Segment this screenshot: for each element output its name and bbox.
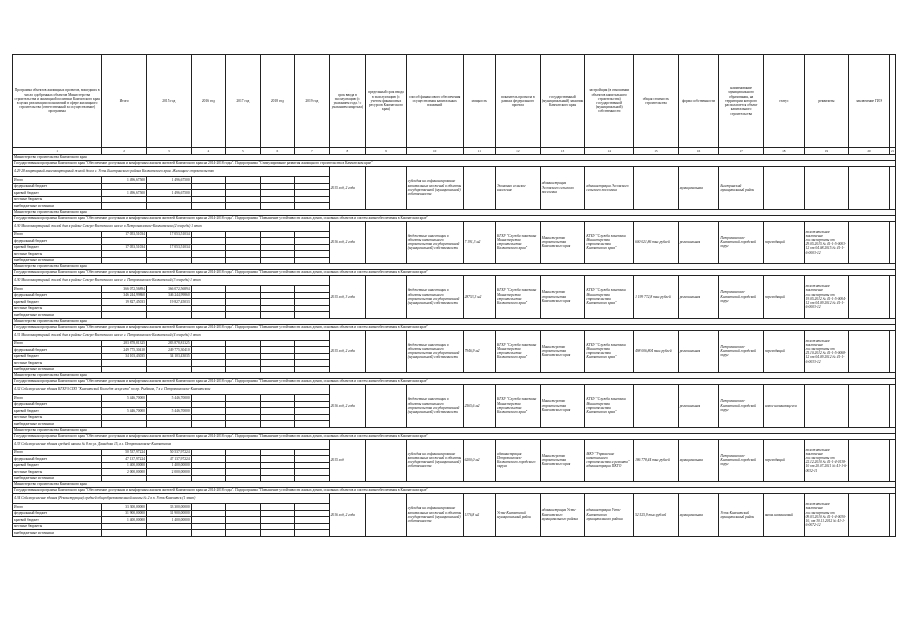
- object-title-row: [13, 221, 896, 231]
- program-name: Государственная программа Камчатского края "Обеспечение доступным и комфортным жильем жителей Камчатского края на 2014-2018 годы". Подпрограмма "Повышение устойчивости жилых домов, основных объектов и систем жизнеобеспечения в Камчатском крае": [13, 270, 896, 276]
- customer-cell: администрация Эссовского сельского поселения: [540, 167, 585, 210]
- details-cell: положительное заключение гос.экспертизы от 25.10.2012 № 41-1-5-0068-12 от 04.09.2012 № 41-1-6-0033-12: [804, 330, 849, 373]
- cost-cell: 1 199 772,8 тыс.рублей: [634, 276, 679, 319]
- funding-source-label: Итого: [13, 395, 102, 402]
- column-number: 21: [890, 148, 895, 153]
- deadline-cell: 2015 год: [329, 439, 366, 482]
- funding-total: 1 496,67500: [102, 190, 147, 197]
- column-header: мощность: [463, 55, 495, 148]
- column-number: 13: [540, 148, 585, 155]
- funding-total: 249 775,30410: [102, 347, 147, 354]
- column-number-row: [13, 148, 896, 155]
- column-number: 6: [260, 148, 295, 155]
- funding-2015: 283 878,81325: [146, 340, 191, 347]
- municipality-cell: Быстринский муниципальный район: [719, 167, 764, 210]
- funding-source-label: внебюджетные источники: [13, 530, 102, 537]
- capacity-cell: 7 191,3 м2: [463, 221, 495, 264]
- column-number: 11: [463, 148, 495, 155]
- customer-cell: Министерство строительства Камчатского края: [540, 439, 585, 482]
- ownership-cell: муниципальная: [678, 494, 719, 537]
- column-header: государственный (муниципальный) заказчик Камчатского края: [540, 55, 585, 148]
- object-title-row: [13, 167, 896, 177]
- funding-total: 17 053,51034: [102, 231, 147, 238]
- funding-source-label: Итого: [13, 340, 102, 347]
- spacer-cell: [889, 439, 895, 482]
- cost-cell: 600 021,86 тыс.рублей: [634, 221, 679, 264]
- ministry-name: Министерство строительства Камчатского края: [13, 155, 896, 161]
- customer-cell: Министерство строительства Камчатского края: [540, 385, 585, 428]
- indicator-cell: Усть-Камчатский муниципальный район: [496, 494, 541, 537]
- developer-cell: администрация Эссовского сельского поселения: [585, 167, 634, 210]
- column-number: 7: [295, 148, 330, 155]
- ownership-cell: региональная: [678, 385, 719, 428]
- column-header: срок ввода в эксплуатацию (с указанием года / с указанием квартала): [329, 55, 366, 148]
- column-header: форма собственности: [678, 55, 719, 148]
- column-header: 2016 год: [191, 55, 226, 148]
- gie-cell: [849, 221, 890, 264]
- municipality-cell: Петропавловск-Камчатский городской округ: [719, 330, 764, 373]
- gie-cell: [849, 167, 890, 210]
- deadline-cell: 2016 год, 2 года: [329, 385, 366, 428]
- column-number: 19: [804, 148, 849, 155]
- funding-source-label: внебюджетные источники: [13, 475, 102, 482]
- program-name: Государственная программа Камчатского края "Обеспечение доступным и комфортным жильем жителей Камчатского края на 2014-2018 годы". Подпрограмма "Повышение устойчивости жилых домов, основных объектов и систем жизнеобеспечения в Камчатском крае": [13, 379, 896, 385]
- funding-source-label: местные бюджеты: [13, 469, 102, 476]
- funding-year-empty: [260, 530, 295, 537]
- funding-total: 366 072,56894: [102, 286, 147, 293]
- column-number: 14: [585, 148, 634, 155]
- funding-source-label: федеральный бюджет: [13, 238, 102, 245]
- funding-2015: 5 446,70000: [146, 408, 191, 415]
- financing-cell: субсидия на софинансирование капитальных вложений в объекты государственной (муниципальной) собственности: [406, 167, 463, 210]
- funding-source-label: местные бюджеты: [13, 251, 102, 258]
- funding-2015: 19 827,45033: [146, 299, 191, 306]
- deadline-cell: 2015 год, 2 года: [329, 167, 366, 210]
- column-header: предельный срок ввода в эксплуатацию (с учетом финансовых ресурсов Камчатского края): [366, 55, 407, 148]
- status-cell: переходящий: [763, 221, 804, 264]
- funding-2015: 17 053,51034: [146, 244, 191, 251]
- spacer-cell: [889, 221, 895, 264]
- ministry-name: Министерство строительства Камчатского края: [13, 264, 896, 270]
- funding-year-empty: [295, 530, 330, 537]
- deadline-cell: 2016 год, 2 года: [329, 221, 366, 264]
- funding-total: 34 103,43035: [102, 353, 147, 360]
- indicator-cell: КГБУ "Служба заказчика Министерства строительства Камчатского края": [496, 385, 541, 428]
- municipality-cell: Петропавловск-Камчатский городской округ: [719, 221, 764, 264]
- financing-cell: субсидия на софинансирование капитальных вложений в объекты государственной (муниципальной) собственности: [406, 494, 463, 537]
- column-number: 8: [329, 148, 366, 155]
- column-header: 2017 год: [226, 55, 261, 148]
- status-cell: новое начинающееся: [763, 385, 804, 428]
- document-page: [12, 54, 896, 537]
- column-header: 2019 год: [295, 55, 330, 148]
- object-title: 4.33 Сейсмоусиление здания средней школы № 8 по ул. Давыдова 15, в г. Петропавловске-Камчатском: [13, 439, 330, 449]
- gie-cell: [849, 276, 890, 319]
- funding-year-empty: [226, 530, 261, 537]
- column-number: 16: [678, 148, 719, 155]
- funding-total: 33 300,00000: [102, 504, 147, 511]
- column-number: 1: [13, 148, 102, 155]
- funding-source-label: краевой бюджет: [13, 353, 102, 360]
- cost-cell: [634, 167, 679, 210]
- funding-source-label: федеральный бюджет: [13, 510, 102, 517]
- customer-cell: Министерство строительства Камчатского края: [540, 221, 585, 264]
- spacer-cell: [889, 330, 895, 373]
- customer-cell: Министерство строительства Камчатского края: [540, 330, 585, 373]
- capacity-cell: 2565,6 м2: [463, 385, 495, 428]
- ministry-name: Министерство строительства Камчатского края: [13, 318, 896, 324]
- funding-source-label: внебюджетные источники: [13, 421, 102, 428]
- column-number: 9: [366, 148, 407, 155]
- indicator-cell: Экономно сельское население: [496, 167, 541, 210]
- funding-2015: 33 300,00000: [146, 504, 191, 511]
- funding-2015: 2 000,00000: [146, 469, 191, 476]
- ownership-cell: региональная: [678, 276, 719, 319]
- funding-source-label: краевой бюджет: [13, 190, 102, 197]
- column-header: статус: [763, 55, 804, 148]
- funding-2015: 1 400,00000: [146, 462, 191, 469]
- object-title: 4.30 Многоквартирный жилой дом в районе Северо-Восточного шоссе в Петропавловске-Камчатском (2 очередь) 1 этап: [13, 221, 330, 231]
- funding-2015: 346 244,99860: [146, 292, 191, 299]
- column-number: 17: [719, 148, 764, 155]
- funding-2015: 1 400,00000: [146, 517, 191, 524]
- funding-source-label: краевой бюджет: [13, 462, 102, 469]
- funding-source-label: федеральный бюджет: [13, 347, 102, 354]
- column-number: 2: [102, 148, 147, 155]
- capacity-cell: 28753,3 м2: [463, 276, 495, 319]
- funding-source-label: Итого: [13, 231, 102, 238]
- details-cell: положительное заключение гос.экспертизы от 22.12.2010 № 41-1-4-0138-10 от 20.07.2011 № 41-1-6-0032-11: [804, 439, 849, 482]
- limit-cell: [366, 221, 407, 264]
- spacer-cell: [889, 494, 895, 537]
- funding-total: 50 537,97224: [102, 449, 147, 456]
- spacer-cell: [889, 276, 895, 319]
- funding-total: 19 827,45033: [102, 299, 147, 306]
- details-cell: [804, 385, 849, 428]
- municipality-cell: Петропавловск-Камчатский городской округ: [719, 439, 764, 482]
- funding-2015: 1 496,67500: [146, 190, 191, 197]
- ownership-cell: муниципальная: [678, 439, 719, 482]
- developer-cell: КГБУ "Служба заказчика Министерства строительства Камчатского края": [585, 330, 634, 373]
- financing-cell: субсидия на софинансирование капитальных вложений в объекты государственной (муниципальной) собственности: [406, 439, 463, 482]
- developer-cell: КГБУ "Служба заказчика Министерства строительства Камчатского края": [585, 385, 634, 428]
- limit-cell: [366, 276, 407, 319]
- funding-source-label: местные бюджеты: [13, 414, 102, 421]
- column-header: Итого: [102, 55, 147, 148]
- cost-cell: 186 778,44 тыс.рублей: [634, 439, 679, 482]
- cost-cell: 52 525,9 тыс.рублей: [634, 494, 679, 537]
- gie-cell: [849, 494, 890, 537]
- column-number: 10: [406, 148, 463, 155]
- funding-source-label: внебюджетные источники: [13, 203, 102, 210]
- funding-total: 346 244,99860: [102, 292, 147, 299]
- funding-total: 47 137,97224: [102, 456, 147, 463]
- funding-source-label: краевой бюджет: [13, 299, 102, 306]
- financing-cell: бюджетные инвестиции в объекты капитального строительства государственной (муниципальной) собственности: [406, 221, 463, 264]
- ministry-name: Министерство строительства Камчатского края: [13, 209, 896, 215]
- indicator-cell: КГБУ "Служба заказчика Министерства строительства Камчатского края": [496, 330, 541, 373]
- funding-source-label: Итого: [13, 504, 102, 511]
- funding-source-label: краевой бюджет: [13, 517, 102, 524]
- municipality-cell: Усть-Камчатский муниципальный район: [719, 494, 764, 537]
- program-name: Государственная программа Камчатского края "Обеспечение доступным и комфортным жильем жителей Камчатского края на 2014-2018 годы". Подпрограмма "Повышение устойчивости жилых домов, основных объектов и систем жизнеобеспечения в Камчатском крае": [13, 324, 896, 330]
- column-number: 12: [496, 148, 541, 155]
- funding-source-label: Итого: [13, 449, 102, 456]
- object-title-row: [13, 276, 896, 286]
- column-header: Программа объектов жилищных проектов, вошедших в число одобренных объектов Министерства строительства и жилищной политики Камчатского края в целях реализации полномочий в сфере жилищного строительства (ответственный за осуществление) программы: [13, 55, 102, 148]
- object-title-row: [13, 494, 896, 504]
- funding-total: 1 496,67500: [102, 177, 147, 184]
- funding-2015: 50 537,97224: [146, 449, 191, 456]
- ministry-name: Министерство строительства Камчатского края: [13, 482, 896, 488]
- funding-source-label: внебюджетные источники: [13, 312, 102, 319]
- funding-total: 31 900,00000: [102, 510, 147, 517]
- limit-cell: [366, 167, 407, 210]
- table-body: [13, 155, 896, 537]
- funding-total: 5 446,70000: [102, 395, 147, 402]
- column-number: 20: [849, 148, 890, 155]
- column-header: застройщик (в отношении объектов капитального строительства) государственной (муниципальной) собственности: [585, 55, 634, 148]
- capacity-cell: 7946,9 м2: [463, 330, 495, 373]
- limit-cell: [366, 385, 407, 428]
- column-header: способ финансового обеспечения осуществления капитальных вложений: [406, 55, 463, 148]
- funding-total: 2 000,00000: [102, 469, 147, 476]
- financing-cell: бюджетные инвестиции в объекты капитального строительства государственной (муниципальной) собственности: [406, 330, 463, 373]
- financing-cell: бюджетные инвестиции в объекты капитального строительства государственной (муниципальной) собственности: [406, 276, 463, 319]
- funding-source-label: местные бюджеты: [13, 523, 102, 530]
- ownership-cell: муниципальная: [678, 167, 719, 210]
- funding-2015: 249 775,30410: [146, 347, 191, 354]
- column-header: реквизиты: [804, 55, 849, 148]
- details-cell: положительное заключение гос.экспертизы от 09.03.2010 № 41-1-4-0030-10, от 30.11.2012 № 41-1-6-0072-12: [804, 494, 849, 537]
- object-title: 4.30 Многоквартирный жилой дом в районе Северо-Восточного шоссе г. Петропавловск-Камчатский (3 очередь) 1 этап: [13, 276, 330, 286]
- funding-2015: [146, 530, 191, 537]
- funding-total: 1 400,00000: [102, 462, 147, 469]
- indicator-cell: КГБУ "Служба заказчика Министерства строительства Камчатского края": [496, 221, 541, 264]
- spacer-cell: [889, 385, 895, 428]
- funding-source-label: местные бюджеты: [13, 196, 102, 203]
- ownership-cell: региональная: [678, 330, 719, 373]
- details-cell: положительное заключение гос.экспертизы от 19.05.2012 № 41-1-5-0004-12 от 04.09.2012 № 41-1-6-0003-12: [804, 276, 849, 319]
- funding-source-label: федеральный бюджет: [13, 292, 102, 299]
- municipality-cell: Петропавловск-Камчатский городской округ: [719, 276, 764, 319]
- cost-cell: [634, 385, 679, 428]
- customer-cell: администрация Усть-Камчатского муниципального района: [540, 494, 585, 537]
- funding-total: 5 446,70000: [102, 408, 147, 415]
- financing-cell: бюджетные инвестиции в объекты капитального строительства государственной (муниципальной) собственности: [406, 385, 463, 428]
- column-number: 3: [146, 148, 191, 155]
- cost-cell: 498 006,804 тыс.рублей: [634, 330, 679, 373]
- program-name: Государственная программа Камчатского края "Обеспечение доступным и комфортным жильем жителей Камчатского края на 2014-2018 годы". Подпрограмма "Повышение устойчивости жилых домов, основных объектов и систем жизнеобеспечения в Камчатском крае": [13, 215, 896, 221]
- funding-source-label: краевой бюджет: [13, 244, 102, 251]
- funding-source-label: федеральный бюджет: [13, 401, 102, 408]
- limit-cell: [366, 494, 407, 537]
- column-header: 2018 год: [260, 55, 295, 148]
- object-title: 4.31 Многоквартирный жилой дом в районе Северо-Восточного шоссе г. Петропавловск-Камчатский (4 очередь) 1 этап: [13, 330, 330, 340]
- deadline-cell: 2015 год, 2 года: [329, 330, 366, 373]
- funding-2015: 1 496,67500: [146, 177, 191, 184]
- funding-total: [102, 530, 147, 537]
- funding-source-label: внебюджетные источники: [13, 257, 102, 264]
- funding-2015: 17 053,51034: [146, 231, 191, 238]
- object-title-row: [13, 385, 896, 395]
- funding-source-label: федеральный бюджет: [13, 456, 102, 463]
- funding-source-label: краевой бюджет: [13, 408, 102, 415]
- column-number: 15: [634, 148, 679, 155]
- limit-cell: [366, 439, 407, 482]
- developer-cell: КГБУ "Служба заказчика Министерства строительства Камчатского края": [585, 221, 634, 264]
- funding-source-label: Итого: [13, 286, 102, 293]
- status-cell: переходящий: [763, 330, 804, 373]
- funding-total: 1 400,00000: [102, 517, 147, 524]
- spacer-cell: [889, 167, 895, 210]
- column-header-spacer: [889, 55, 895, 148]
- object-title-row: [13, 330, 896, 340]
- deadline-cell: 2015 год, 3 года: [329, 276, 366, 319]
- object-title: 4.34 Сейсмоусиление здания (Реконструкция) средней общеобразовательной школы № 2 в п. Усть-Камчатск (1 этап): [13, 494, 330, 504]
- funding-2015: 366 072,56894: [146, 286, 191, 293]
- gie-cell: [849, 385, 890, 428]
- deadline-cell: 2016 год, 2 года: [329, 494, 366, 537]
- gie-cell: [849, 439, 890, 482]
- column-header: показатель прогноза в рамках федерального проекта: [496, 55, 541, 148]
- capacity-cell: 6200,0 м2: [463, 439, 495, 482]
- column-header: наименование муниципального образования, на территории которого располагается объект капитального строительства: [719, 55, 764, 148]
- column-number: 18: [763, 148, 804, 155]
- ownership-cell: региональная: [678, 221, 719, 264]
- column-header: 2015 год: [146, 55, 191, 148]
- object-title: 4.32 Сейсмоусиление здания КГБУЗ СПО "Камчатский Колледж искусств" по пр. Рыбаков, 7 в г. Петропавловске-Камчатском: [13, 385, 330, 395]
- developer-cell: МКУ "Управление капитального строительства и ремонта" администрации ПКГО: [585, 439, 634, 482]
- status-cell: переходящий: [763, 276, 804, 319]
- investment-table: [12, 54, 896, 537]
- developer-cell: КГБУ "Служба заказчика Министерства строительства Камчатского края": [585, 276, 634, 319]
- capacity-cell: [463, 167, 495, 210]
- ministry-name: Министерство строительства Камчатского края: [13, 427, 896, 433]
- ministry-name: Министерство строительства Камчатского края: [13, 373, 896, 379]
- program-name: Государственная программа Камчатского края "Обеспечение доступным и комфортным жильем жителей Камчатского края на 2014-2018 годы". Подпрограмма "Повышение устойчивости жилых домов, основных объектов и систем жизнеобеспечения в Камчатском крае": [13, 488, 896, 494]
- customer-cell: Министерство строительства Камчатского края: [540, 276, 585, 319]
- funding-total: 17 053,51034: [102, 244, 147, 251]
- details-cell: [804, 167, 849, 210]
- status-cell: [763, 167, 804, 210]
- status-cell: вновь начинаемый: [763, 494, 804, 537]
- municipality-cell: Петропавловск-Камчатский городской округ: [719, 385, 764, 428]
- funding-source-label: местные бюджеты: [13, 360, 102, 367]
- indicator-cell: администрация Петропавловск-Камчатского городского округа: [496, 439, 541, 482]
- funding-source-label: Итого: [13, 177, 102, 184]
- program-name: Государственная программа Камчатского края "Обеспечение доступным и комфортным жильем жителей Камчатского края на 2014-2018 годы". Подпрограмма "Повышение устойчивости жилых домов, основных объектов и систем жизнеобеспечения в Камчатском крае": [13, 433, 896, 439]
- column-number: 4: [191, 148, 226, 155]
- details-cell: положительное заключение гос.экспертизы от 29.05.2015 № 41-1-5-0003-12 от 04.08.2015 № 41-1-6-0003-12: [804, 221, 849, 264]
- column-header: общая стоимость строительства: [634, 55, 679, 148]
- gie-cell: [849, 330, 890, 373]
- funding-source-label: местные бюджеты: [13, 305, 102, 312]
- developer-cell: администрация Усть-Камчатского муниципального района: [585, 494, 634, 537]
- funding-2015: 5 446,70000: [146, 395, 191, 402]
- program-name: Государственная программа Камчатского края "Обеспечение доступным и комфортным жильем жителей Камчатского края на 2014-2018 годы". Подпрограмма "Стимулирование развития жилищного строительства в Камчатском крае": [13, 161, 896, 167]
- object-title-row: [13, 439, 896, 449]
- funding-year-empty: [191, 530, 226, 537]
- funding-total: 283 878,81325: [102, 340, 147, 347]
- funding-2015: 34 103,43035: [146, 353, 191, 360]
- column-number: 5: [226, 148, 261, 155]
- header-row: [13, 55, 896, 148]
- funding-2015: 31 900,00000: [146, 510, 191, 517]
- indicator-cell: КГБУ "Служба заказчика Министерства строительства Камчатского края": [496, 276, 541, 319]
- column-header: заключение ГИЭ: [849, 55, 890, 148]
- object-title: 4.29 28 квартирный многоквартирный жилой дом в с. Усть Быстринского района Камчатского края. Жилищное строительство: [13, 167, 330, 177]
- funding-source-label: федеральный бюджет: [13, 183, 102, 190]
- funding-source-label: внебюджетные источники: [13, 366, 102, 373]
- capacity-cell: 1176,8 м2: [463, 494, 495, 537]
- status-cell: переходящий: [763, 439, 804, 482]
- limit-cell: [366, 330, 407, 373]
- funding-2015: 47 137,97224: [146, 456, 191, 463]
